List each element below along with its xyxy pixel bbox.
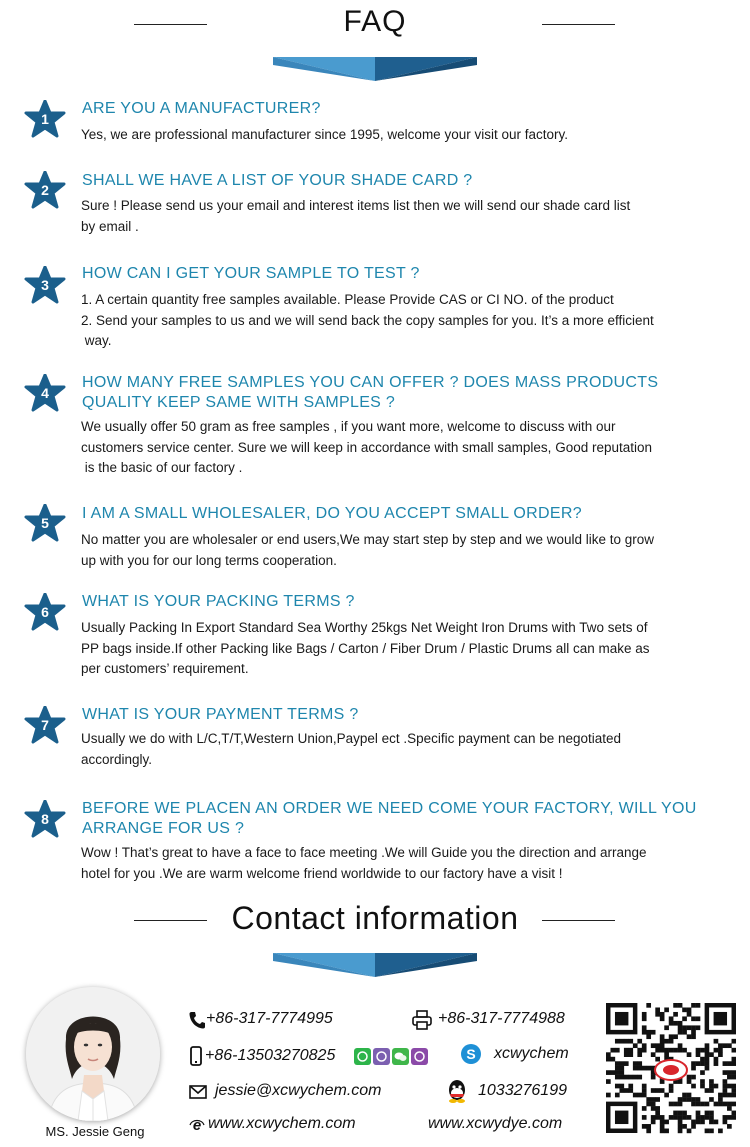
faq-star-icon	[24, 593, 66, 635]
faq-answer	[81, 530, 731, 571]
faq-answer	[81, 196, 731, 237]
faq-star-icon	[24, 374, 66, 416]
faq-number: 5	[41, 515, 49, 531]
faq-question: HOW MANY FREE SAMPLES YOU CAN OFFER ? DOES MASS PRODUCTS QUALITY KEEP SAME WITH SAMPLES ?	[82, 374, 659, 411]
faq-answer-line: is the basic of our factory .	[81, 460, 243, 475]
faq-answer-line: 1. A certain quantity free samples available. Please Provide CAS or CI NO. of the product	[81, 292, 614, 307]
phone-number: +86-317-7774995	[206, 1010, 333, 1027]
faq-star-icon	[24, 800, 66, 842]
faq-answer-line: Usually we do with L/C,T/T,Western Union,Paypel ect .Specific payment can be negotiated	[81, 731, 622, 746]
svg-text:e: e	[192, 1117, 202, 1133]
faq-answer	[81, 618, 731, 680]
qq-icon	[446, 1079, 468, 1103]
faq-answer-line: No matter you are wholesaler or end users,We may start step by step and we would like to grow	[81, 532, 655, 547]
faq-title: FAQ	[343, 5, 407, 38]
phone-icon	[189, 1011, 205, 1029]
faq-answer-line: way.	[81, 333, 112, 348]
faq-number: 4	[41, 385, 49, 401]
mobile-icon	[190, 1046, 202, 1066]
faq-answer	[81, 125, 731, 146]
faq-ribbon	[273, 57, 477, 81]
faq-star-icon	[24, 504, 66, 546]
faq-number: 8	[41, 811, 49, 827]
mobile-number: +86-13503270825	[205, 1047, 336, 1064]
contact-title: Contact information	[231, 900, 519, 936]
faq-question: SHALL WE HAVE A LIST OF YOUR SHADE CARD ?	[82, 172, 473, 189]
faq-star-icon	[24, 171, 66, 213]
faq-answer-line: Sure ! Please send us your email and interest items list then we will send our shade card list	[81, 198, 631, 213]
contact-name: MS. Jessie Geng	[45, 1124, 145, 1139]
faq-answer-line: Wow ! That’s great to have a face to face meeting .We will Guide you the direction and arrange	[81, 845, 647, 860]
faq-rule-right	[542, 24, 615, 25]
fax-icon	[411, 1009, 433, 1031]
faq-star-icon	[24, 266, 66, 308]
faq-answer-line: PP bags inside.If other Packing like Bags / Carton / Fiber Drum / Plastic Drums all can make as	[81, 640, 650, 656]
qq-number: 1033276199	[478, 1082, 567, 1099]
faq-answer-line: Usually Packing In Export Standard Sea Worthy 25kgs Net Weight Iron Drums with Two sets of	[81, 620, 648, 635]
qr-code	[606, 1000, 736, 1136]
faq-question: ARE YOU A MANUFACTURER?	[82, 100, 321, 117]
faq-question: WHAT IS YOUR PACKING TERMS ?	[82, 593, 355, 610]
faq-answer-line: by email .	[81, 218, 139, 234]
messaging-apps-icon	[354, 1048, 430, 1066]
faq-answer-line: accordingly.	[81, 751, 153, 767]
faq-question: I AM A SMALL WHOLESALER, DO YOU ACCEPT SMALL ORDER?	[82, 505, 582, 522]
faq-answer	[81, 729, 731, 770]
faq-star-icon	[24, 706, 66, 748]
website-secondary[interactable]: www.xcwydye.com	[428, 1115, 563, 1132]
faq-question: WHAT IS YOUR PAYMENT TERMS ?	[82, 706, 359, 723]
website-primary[interactable]: www.xcwychem.com	[208, 1115, 356, 1132]
faq-number: 2	[41, 182, 49, 198]
email-address: jessie@xcwychem.com	[215, 1082, 382, 1099]
web-icon	[189, 1117, 205, 1133]
faq-number: 3	[41, 277, 49, 293]
faq-answer-line: Yes, we are professional manufacturer since 1995, welcome your visit our factory.	[81, 127, 568, 142]
email-icon	[189, 1085, 207, 1099]
svg-text:S: S	[466, 1046, 476, 1062]
fax-number: +86-317-7774988	[438, 1010, 565, 1027]
contact-ribbon	[273, 953, 477, 977]
faq-star-icon	[24, 100, 66, 142]
faq-answer-line: up with you for our long terms cooperation.	[81, 552, 337, 568]
person-avatar-icon	[26, 987, 160, 1121]
faq-answer-line: We usually offer 50 gram as free samples , if you want more, welcome to discuss with our	[81, 419, 616, 434]
faq-answer-line: hotel for you .We are warm welcome friend worldwide to our factory have a visit !	[81, 865, 563, 881]
contact-photo	[26, 987, 160, 1121]
faq-number: 6	[41, 604, 49, 620]
faq-question: BEFORE WE PLACEN AN ORDER WE NEED COME YOUR FACTORY, WILL YOU ARRANGE FOR US ?	[82, 800, 697, 837]
faq-answer-line: customers service center. Sure we will keep in accordance with small samples, Good reputation	[81, 439, 653, 455]
faq-number: 7	[41, 717, 49, 733]
faq-answer	[81, 290, 731, 352]
faq-question: HOW CAN I GET YOUR SAMPLE TO TEST ?	[82, 265, 420, 282]
skype-icon	[460, 1043, 482, 1065]
faq-answer	[81, 417, 731, 479]
faq-number: 1	[41, 111, 49, 127]
skype-id: xcwychem	[494, 1045, 569, 1062]
faq-answer-line: per customers’ requirement.	[81, 661, 249, 676]
faq-answer-line: 2. Send your samples to us and we will send back the copy samples for you. It’s a more efficient	[81, 312, 654, 328]
faq-answer	[81, 843, 731, 884]
contact-rule-right	[542, 920, 615, 921]
